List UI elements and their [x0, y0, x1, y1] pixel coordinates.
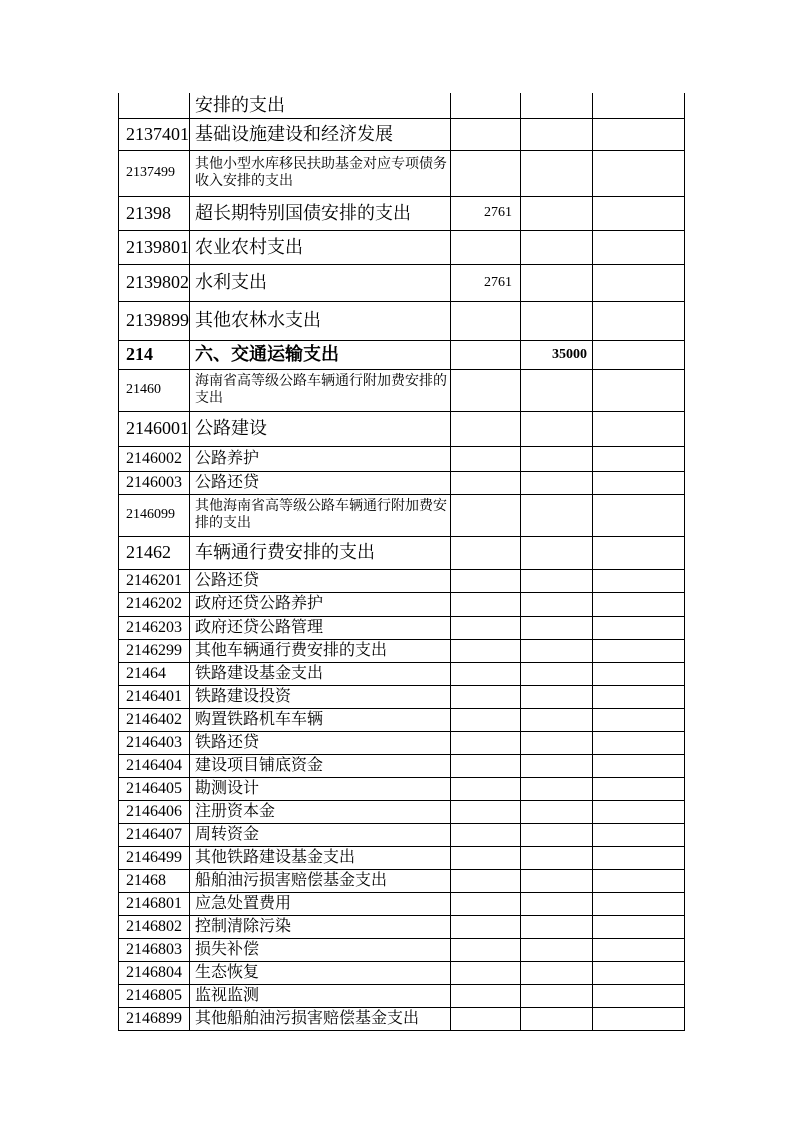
value1-cell: [451, 301, 521, 340]
value3-cell: [593, 369, 685, 411]
value3-cell: [593, 118, 685, 150]
table-row: [119, 264, 685, 301]
table-row: [119, 731, 685, 754]
description-cell: 周转资金: [190, 823, 451, 846]
code-cell: 2146407: [119, 823, 190, 846]
code-cell: 21464: [119, 662, 190, 685]
value3-cell: [593, 446, 685, 471]
value3-cell: [593, 301, 685, 340]
table-row: [119, 446, 685, 471]
code-cell: 2146499: [119, 846, 190, 869]
description-cell: 铁路建设投资: [190, 685, 451, 708]
description-cell: 水利支出: [190, 264, 451, 301]
code-cell: 2137499: [119, 150, 190, 196]
code-cell: 2146802: [119, 915, 190, 938]
description-cell: 购置铁路机车车辆: [190, 708, 451, 731]
value2-cell: [521, 869, 593, 892]
value2-cell: [521, 446, 593, 471]
code-cell: 2146001: [119, 411, 190, 446]
code-cell: 2146299: [119, 639, 190, 662]
value1-cell: [451, 639, 521, 662]
value3-cell: [593, 984, 685, 1007]
code-cell: 2146003: [119, 471, 190, 494]
description-cell: 其他海南省高等级公路车辆通行附加费安排的支出: [190, 494, 451, 536]
value1-cell: [451, 93, 521, 118]
value3-cell: [593, 340, 685, 369]
value1-cell: [451, 938, 521, 961]
value3-cell: [593, 569, 685, 592]
table-row: [119, 471, 685, 494]
table-row: [119, 536, 685, 569]
table-row: [119, 984, 685, 1007]
description-cell: 海南省高等级公路车辆通行附加费安排的支出: [190, 369, 451, 411]
value3-cell: [593, 494, 685, 536]
value1-cell: [451, 731, 521, 754]
code-cell: 2146203: [119, 616, 190, 639]
code-cell: 2146803: [119, 938, 190, 961]
code-cell: 214: [119, 340, 190, 369]
value3-cell: [593, 938, 685, 961]
value3-cell: [593, 800, 685, 823]
code-cell: [119, 93, 190, 118]
value1-cell: [451, 592, 521, 616]
table-row: [119, 569, 685, 592]
table-row: [119, 196, 685, 230]
value1-cell: [451, 230, 521, 264]
value2-cell: [521, 569, 593, 592]
value2-cell: [521, 301, 593, 340]
value2-cell: [521, 984, 593, 1007]
description-cell: 公路还贷: [190, 471, 451, 494]
value3-cell: [593, 961, 685, 984]
code-cell: 2146002: [119, 446, 190, 471]
code-cell: 2146099: [119, 494, 190, 536]
value1-cell: [451, 800, 521, 823]
value2-cell: [521, 892, 593, 915]
value2-cell: [521, 938, 593, 961]
description-cell: 其他小型水库移民扶助基金对应专项债务收入安排的支出: [190, 150, 451, 196]
description-cell: 车辆通行费安排的支出: [190, 536, 451, 569]
value2-cell: [521, 93, 593, 118]
value3-cell: [593, 616, 685, 639]
value3-cell: [593, 915, 685, 938]
code-cell: 2146202: [119, 592, 190, 616]
table-row: [119, 823, 685, 846]
description-cell: 政府还贷公路管理: [190, 616, 451, 639]
value1-cell: [451, 708, 521, 731]
table-row: [119, 230, 685, 264]
code-cell: 2139899: [119, 301, 190, 340]
description-cell: 铁路建设基金支出: [190, 662, 451, 685]
code-cell: 2146405: [119, 777, 190, 800]
value2-cell: [521, 196, 593, 230]
value1-cell: [451, 892, 521, 915]
description-cell: 其他农林水支出: [190, 301, 451, 340]
value1-cell: [451, 869, 521, 892]
value1-cell: [451, 616, 521, 639]
table-row: [119, 411, 685, 446]
value2-cell: [521, 639, 593, 662]
table-row: [119, 301, 685, 340]
description-cell: 注册资本金: [190, 800, 451, 823]
value2-cell: [521, 592, 593, 616]
table-row: [119, 494, 685, 536]
table-row: [119, 340, 685, 369]
description-cell: 公路建设: [190, 411, 451, 446]
value2-cell: [521, 471, 593, 494]
budget-table-body: [119, 93, 685, 1030]
description-cell: 控制清除污染: [190, 915, 451, 938]
value2-cell: [521, 662, 593, 685]
value2-cell: [521, 536, 593, 569]
value2-cell: [521, 411, 593, 446]
table-row: [119, 118, 685, 150]
value2-cell: [521, 264, 593, 301]
value3-cell: [593, 196, 685, 230]
value1-cell: [451, 915, 521, 938]
description-cell: 生态恢复: [190, 961, 451, 984]
value1-cell: [451, 777, 521, 800]
table-row: [119, 800, 685, 823]
value1-cell: [451, 961, 521, 984]
table-row: [119, 662, 685, 685]
value1-cell: [451, 569, 521, 592]
value1-cell: [451, 340, 521, 369]
code-cell: 2139802: [119, 264, 190, 301]
value1-cell: [451, 536, 521, 569]
description-cell: 应急处置费用: [190, 892, 451, 915]
value3-cell: [593, 685, 685, 708]
code-cell: 21462: [119, 536, 190, 569]
budget-table: [118, 93, 685, 1031]
value2-cell: [521, 494, 593, 536]
table-row: [119, 369, 685, 411]
code-cell: 21398: [119, 196, 190, 230]
description-cell: 其他铁路建设基金支出: [190, 846, 451, 869]
value2-cell: [521, 754, 593, 777]
table-row: [119, 150, 685, 196]
value2-cell: [521, 961, 593, 984]
value3-cell: [593, 892, 685, 915]
table-row: [119, 938, 685, 961]
value2-cell: [521, 616, 593, 639]
value2-cell: [521, 685, 593, 708]
value3-cell: [593, 536, 685, 569]
value2-cell: [521, 915, 593, 938]
value1-cell: [451, 494, 521, 536]
value2-cell: [521, 777, 593, 800]
value3-cell: [593, 662, 685, 685]
value1-cell: [451, 662, 521, 685]
value2-cell: [521, 150, 593, 196]
value2-cell: [521, 708, 593, 731]
value1-cell: [451, 118, 521, 150]
value3-cell: [593, 93, 685, 118]
code-cell: 2139801: [119, 230, 190, 264]
table-row: [119, 592, 685, 616]
code-cell: 2146801: [119, 892, 190, 915]
value2-cell: [521, 118, 593, 150]
description-cell: 公路还贷: [190, 569, 451, 592]
value1-cell: 2761: [451, 196, 521, 230]
description-cell: 政府还贷公路养护: [190, 592, 451, 616]
table-row: [119, 93, 685, 118]
description-cell: 船舶油污损害赔偿基金支出: [190, 869, 451, 892]
value3-cell: [593, 708, 685, 731]
value3-cell: [593, 846, 685, 869]
table-row: [119, 846, 685, 869]
description-cell: 其他车辆通行费安排的支出: [190, 639, 451, 662]
value2-cell: [521, 230, 593, 264]
value1-cell: [451, 369, 521, 411]
value3-cell: [593, 230, 685, 264]
code-cell: 2146401: [119, 685, 190, 708]
value1-cell: [451, 150, 521, 196]
value1-cell: [451, 754, 521, 777]
value1-cell: [451, 446, 521, 471]
table-row: [119, 777, 685, 800]
value1-cell: 2761: [451, 264, 521, 301]
value2-cell: [521, 731, 593, 754]
table-row: [119, 892, 685, 915]
value3-cell: [593, 150, 685, 196]
code-cell: 2137401: [119, 118, 190, 150]
code-cell: 2146804: [119, 961, 190, 984]
value2-cell: 35000: [521, 340, 593, 369]
description-cell: 超长期特别国债安排的支出: [190, 196, 451, 230]
value3-cell: [593, 639, 685, 662]
description-cell: 损失补偿: [190, 938, 451, 961]
code-cell: 2146404: [119, 754, 190, 777]
value2-cell: [521, 1007, 593, 1030]
code-cell: 2146403: [119, 731, 190, 754]
value1-cell: [451, 1007, 521, 1030]
value1-cell: [451, 411, 521, 446]
code-cell: 2146805: [119, 984, 190, 1007]
description-cell: 铁路还贷: [190, 731, 451, 754]
value3-cell: [593, 264, 685, 301]
table-row: [119, 616, 685, 639]
value1-cell: [451, 823, 521, 846]
code-cell: 2146201: [119, 569, 190, 592]
value1-cell: [451, 685, 521, 708]
value3-cell: [593, 869, 685, 892]
value3-cell: [593, 471, 685, 494]
description-cell: 农业农村支出: [190, 230, 451, 264]
value3-cell: [593, 754, 685, 777]
table-row: [119, 685, 685, 708]
value1-cell: [451, 846, 521, 869]
code-cell: 21468: [119, 869, 190, 892]
value3-cell: [593, 1007, 685, 1030]
description-cell: 公路养护: [190, 446, 451, 471]
value2-cell: [521, 800, 593, 823]
value2-cell: [521, 823, 593, 846]
code-cell: 2146406: [119, 800, 190, 823]
table-row: [119, 754, 685, 777]
table-row: [119, 639, 685, 662]
value2-cell: [521, 846, 593, 869]
description-cell: 监视监测: [190, 984, 451, 1007]
table-row: [119, 915, 685, 938]
value3-cell: [593, 777, 685, 800]
table-row: [119, 869, 685, 892]
table-row: [119, 1007, 685, 1030]
value3-cell: [593, 411, 685, 446]
value3-cell: [593, 823, 685, 846]
value1-cell: [451, 471, 521, 494]
description-cell: 建设项目铺底资金: [190, 754, 451, 777]
table-row: [119, 708, 685, 731]
value3-cell: [593, 592, 685, 616]
description-cell: 勘测设计: [190, 777, 451, 800]
description-cell: 其他船舶油污损害赔偿基金支出: [190, 1007, 451, 1030]
code-cell: 21460: [119, 369, 190, 411]
value2-cell: [521, 369, 593, 411]
value1-cell: [451, 984, 521, 1007]
description-cell: 六、交通运输支出: [190, 340, 451, 369]
code-cell: 2146402: [119, 708, 190, 731]
description-cell: 基础设施建设和经济发展: [190, 118, 451, 150]
description-cell: 安排的支出: [190, 93, 451, 118]
code-cell: 2146899: [119, 1007, 190, 1030]
value3-cell: [593, 731, 685, 754]
table-row: [119, 961, 685, 984]
